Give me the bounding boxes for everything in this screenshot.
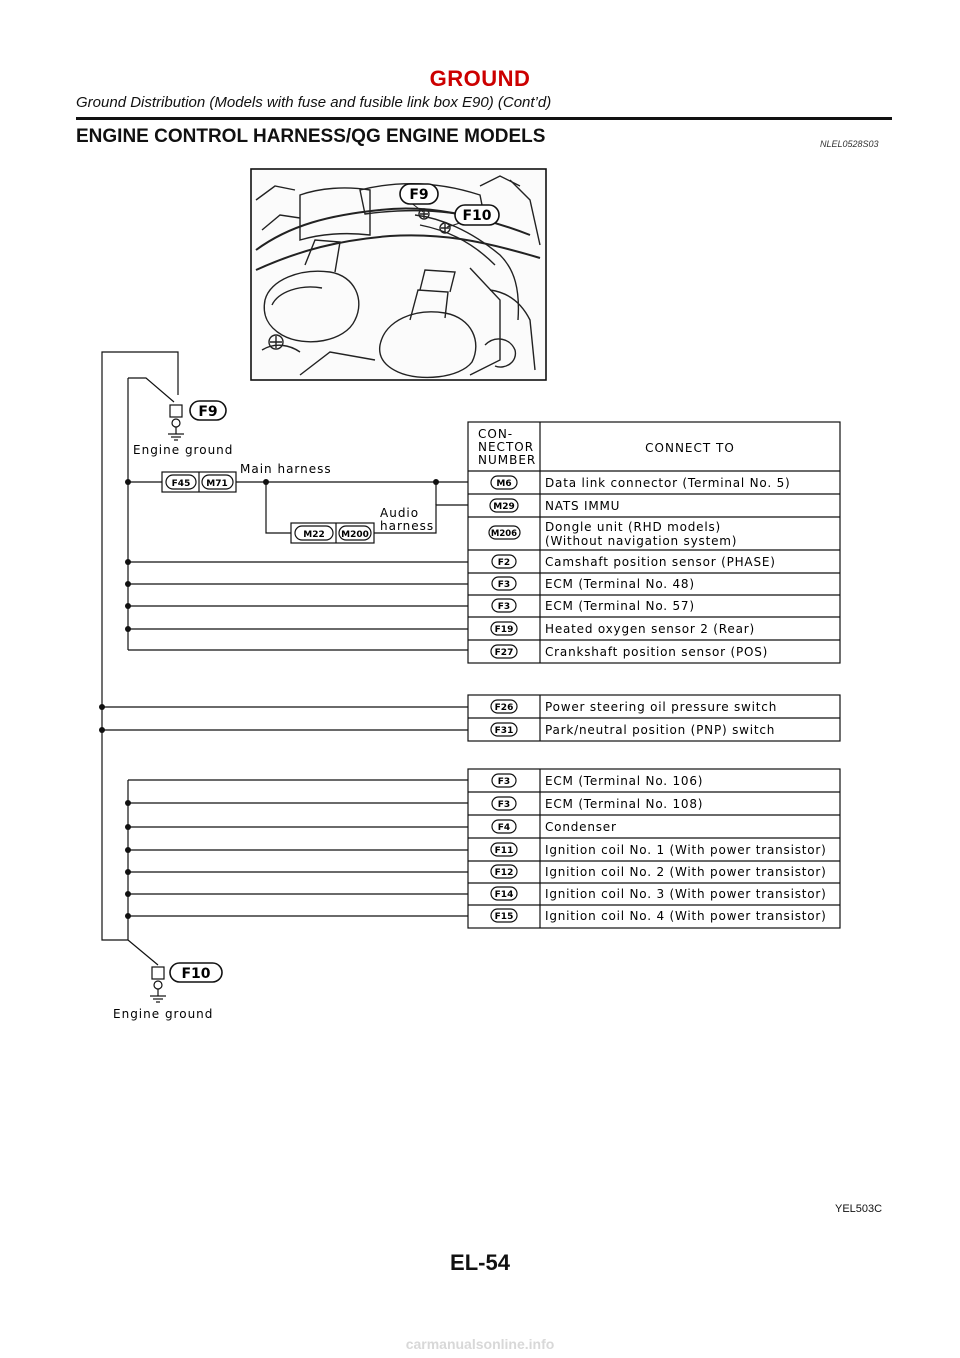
table-header-connector-line1: CON- xyxy=(478,427,514,441)
row-connect-to: Park/neutral position (PNP) switch xyxy=(545,723,776,737)
table-row xyxy=(491,622,755,636)
header-subtitle: Ground Distribution (Models with fuse and fusible link box E90) (Cont’d) xyxy=(76,94,552,111)
ground-f10-connector: F10 xyxy=(181,966,211,982)
row-connect-to: ECM (Terminal No. 106) xyxy=(545,774,704,788)
ground-f10-label: Engine ground xyxy=(113,1007,214,1021)
row-connect-to: Heated oxygen sensor 2 (Rear) xyxy=(545,622,755,636)
engine-photo xyxy=(251,169,546,380)
row-connect-to: NATS IMMU xyxy=(545,499,621,513)
table-row xyxy=(490,499,620,513)
row-connector: F14 xyxy=(494,890,514,900)
row-connector: F19 xyxy=(494,625,514,635)
ground-f9-connector: F9 xyxy=(198,404,218,420)
photo-callout-f9 xyxy=(400,184,438,204)
table-row xyxy=(491,887,827,901)
row-connect-to: ECM (Terminal No. 108) xyxy=(545,797,704,811)
row-connector: F4 xyxy=(497,823,511,833)
row-connect-to-line2: (Without navigation system) xyxy=(545,534,738,548)
row-connector: F3 xyxy=(497,777,511,787)
row-connect-to: Ignition coil No. 3 (With power transistor) xyxy=(545,887,827,901)
section-code: NLEL0528S03 xyxy=(820,139,879,149)
row-connector: F3 xyxy=(497,800,511,810)
main-harness-label: Main harness xyxy=(240,462,332,476)
row-connect-to: Ignition coil No. 2 (With power transistor) xyxy=(545,865,827,879)
table-row xyxy=(491,865,827,879)
row-connect-to: Power steering oil pressure switch xyxy=(545,700,778,714)
row-connector: F26 xyxy=(494,703,514,713)
row-connect-to: Data link connector (Terminal No. 5) xyxy=(545,476,791,490)
row-connect-to: ECM (Terminal No. 57) xyxy=(545,599,695,613)
table-row xyxy=(492,797,703,811)
section-title: ENGINE CONTROL HARNESS/QG ENGINE MODELS xyxy=(76,126,546,147)
table-row xyxy=(491,645,768,659)
table-row xyxy=(491,723,775,737)
row-connector: F2 xyxy=(497,558,511,568)
page-number: EL-54 xyxy=(450,1250,510,1275)
table-row xyxy=(492,555,776,569)
audio-harness-connector-a: M22 xyxy=(303,530,325,540)
table-row xyxy=(491,909,827,923)
row-connect-to: Dongle unit (RHD models) xyxy=(545,520,721,534)
table-row xyxy=(489,520,737,548)
table-row xyxy=(491,843,827,857)
table-header-connector-line3: NUMBER xyxy=(478,453,537,467)
row-connector: F15 xyxy=(494,912,514,922)
table-row xyxy=(491,700,777,714)
table-row xyxy=(492,820,617,834)
row-connect-to: Ignition coil No. 1 (With power transistor) xyxy=(545,843,827,857)
ground-f9-label: Engine ground xyxy=(133,443,234,457)
row-connect-to: Crankshaft position sensor (POS) xyxy=(545,645,769,659)
audio-harness-label-line2: harness xyxy=(380,519,435,533)
main-harness-connector-a: F45 xyxy=(171,479,191,489)
table-row xyxy=(492,774,703,788)
table-header-connector-line2: NECTOR xyxy=(478,440,535,454)
table-row xyxy=(491,476,791,490)
main-harness-connector-b: M71 xyxy=(206,479,228,489)
row-connector: F12 xyxy=(494,868,514,878)
watermark: carmanualsonline.info xyxy=(405,1336,555,1352)
photo-callout-f10 xyxy=(455,205,499,225)
splice-dots xyxy=(99,479,439,919)
row-connector: F3 xyxy=(497,580,511,590)
table-header-connect-to: CONNECT TO xyxy=(645,441,735,455)
audio-harness-connector-b: M200 xyxy=(341,530,369,540)
row-connector: F31 xyxy=(494,726,514,736)
photo-callout-f9-label: F9 xyxy=(409,187,429,203)
header-title: GROUND xyxy=(429,66,531,91)
row-connector: M29 xyxy=(493,502,515,512)
row-connector: M206 xyxy=(490,529,518,539)
row-connect-to: Camshaft position sensor (PHASE) xyxy=(545,555,776,569)
table-row xyxy=(492,599,695,613)
row-connect-to: Ignition coil No. 4 (With power transistor) xyxy=(545,909,827,923)
row-connect-to: Condenser xyxy=(545,820,617,834)
row-connector: M6 xyxy=(496,479,512,489)
audio-harness-label-line1: Audio xyxy=(380,506,420,520)
row-connector: F11 xyxy=(494,846,514,856)
photo-callout-f10-label: F10 xyxy=(462,208,492,224)
table-row xyxy=(492,577,695,591)
row-connector: F27 xyxy=(494,648,514,658)
row-connect-to: ECM (Terminal No. 48) xyxy=(545,577,695,591)
row-connector: F3 xyxy=(497,602,511,612)
figure-code: YEL503C xyxy=(835,1203,883,1215)
